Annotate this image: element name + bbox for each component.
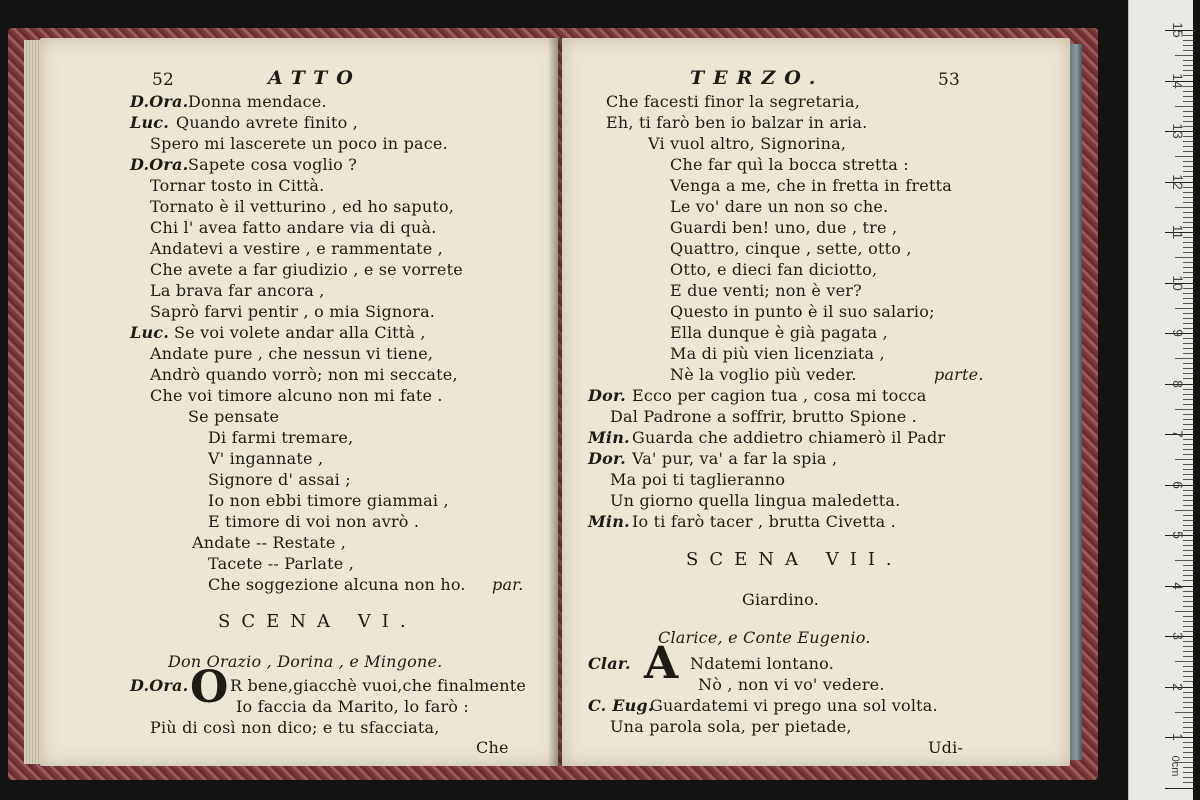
- ruler-tick: [1183, 202, 1193, 203]
- scene-setting: Giardino.: [742, 590, 819, 609]
- catchword: Udi-: [928, 738, 964, 757]
- verse-line: Andrò quando vorrò; non mi seccate,: [150, 365, 458, 384]
- scene-characters: Clarice, e Conte Eugenio.: [658, 628, 871, 647]
- verse-line: Tornato è il vetturino , ed ho saputo,: [150, 197, 455, 216]
- verse-line: Più di così non dico; e tu sfacciata,: [150, 718, 440, 737]
- ruler-tick: [1183, 161, 1193, 162]
- verse-line: Va' pur, va' a far la spia ,: [632, 449, 838, 468]
- verse-line: Che soggezione alcuna non ho.: [208, 575, 466, 594]
- verse-line: E timore di voi non avrò .: [208, 512, 420, 531]
- ruler-number: 3: [1170, 632, 1186, 640]
- verse-line: Guarda che addietro chiamerò il Padr: [632, 428, 946, 447]
- scene-characters: Don Orazio , Dorina , e Mingone.: [168, 652, 443, 671]
- ruler-tick: [1175, 156, 1193, 157]
- verse-line: Io non ebbi timore giammai ,: [208, 491, 449, 510]
- ruler-tick: [1183, 777, 1193, 778]
- speaker-label: D.Ora.: [130, 92, 189, 111]
- ruler-tick: [1175, 459, 1193, 460]
- ruler-number: 1: [1170, 733, 1186, 741]
- ruler-tick: [1175, 308, 1193, 309]
- ruler-number: 13: [1170, 123, 1186, 139]
- verse-line: Guardatemi vi prego una sol volta.: [650, 696, 938, 715]
- ruler-tick: [1183, 111, 1193, 112]
- ruler-tick: [1183, 782, 1193, 783]
- ruler-tick: [1183, 404, 1193, 405]
- speaker-label: D.Ora.: [130, 155, 189, 174]
- running-head: TERZO.: [690, 67, 825, 89]
- ruler-tick: [1175, 560, 1193, 561]
- ruler-tick: [1183, 752, 1193, 753]
- verse-line: Andatevi a vestire , e rammentate ,: [150, 239, 443, 258]
- verse-line: Dal Padrone a soffrir, brutto Spione .: [610, 407, 917, 426]
- ruler-tick: [1183, 247, 1193, 248]
- verse-line: Spero mi lascerete un poco in pace.: [150, 134, 448, 153]
- ruler-tick: [1183, 656, 1193, 657]
- verse-line: E due venti; non è ver?: [670, 281, 862, 300]
- ruler-tick: [1183, 772, 1193, 773]
- ruler-tick: [1183, 555, 1193, 556]
- ruler-tick: [1183, 60, 1193, 61]
- verse-line: Che far quì la bocca stretta :: [670, 155, 909, 174]
- ruler-tick: [1183, 252, 1193, 253]
- ruler-number: 8: [1170, 379, 1186, 388]
- ruler-tick: [1175, 55, 1193, 56]
- verse-line: V' ingannate ,: [208, 449, 324, 468]
- verse-line: Di farmi tremare,: [208, 428, 354, 447]
- ruler-number: 2: [1170, 682, 1186, 691]
- verse-line: Tacete -- Parlate ,: [208, 554, 355, 573]
- ruler-number: 5: [1170, 531, 1186, 539]
- verse-line: Ecco per cagion tua , cosa mi tocca: [632, 386, 927, 405]
- speaker-label: Luc.: [130, 113, 169, 132]
- ruler-tick: [1175, 409, 1193, 410]
- speaker-label: Clar.: [588, 654, 631, 673]
- ruler-number: 9: [1170, 329, 1186, 337]
- page-number: 52: [152, 70, 175, 90]
- ruler-tick: [1183, 348, 1193, 349]
- verse-line: Ella dunque è già pagata ,: [670, 323, 888, 342]
- ruler-unit-label: 0cm: [1169, 755, 1181, 777]
- verse-line: Le vo' dare un non so che.: [670, 197, 889, 216]
- ruler-number: 14: [1170, 72, 1186, 89]
- ruler-tick: [1165, 788, 1193, 789]
- ruler-tick: [1183, 146, 1193, 147]
- verse-line: Quando avrete finito ,: [176, 113, 359, 132]
- ruler-tick: [1183, 454, 1193, 455]
- stage-direction: parte.: [934, 365, 984, 384]
- speaker-label: Min.: [588, 512, 630, 531]
- drop-cap: O: [190, 662, 229, 713]
- verse-line: Tornar tosto in Città.: [150, 176, 325, 195]
- verse-line: Una parola sola, per pietade,: [610, 717, 852, 736]
- ruler-tick: [1183, 45, 1193, 46]
- verse-line: Io faccia da Marito, lo farò :: [236, 697, 470, 716]
- verse-line: Ma poi ti taglieranno: [610, 470, 786, 489]
- ruler-tick: [1183, 151, 1193, 152]
- right-page: [562, 38, 1070, 766]
- speaker-label: Min.: [588, 428, 630, 447]
- ruler-tick: [1175, 106, 1193, 107]
- verse-line: Guardi ben! uno, due , tre ,: [670, 218, 898, 237]
- ruler-tick: [1183, 464, 1193, 465]
- verse-line: Ma di più vien licenziata ,: [670, 344, 885, 363]
- ruler-tick: [1183, 515, 1193, 516]
- verse-line: Ndatemi lontano.: [690, 654, 835, 673]
- verse-line: Saprò farvi pentir , o mia Signora.: [150, 302, 436, 321]
- verse-line: Io ti farò tacer , brutta Civetta .: [632, 512, 896, 531]
- verse-line: Donna mendace.: [188, 92, 327, 111]
- speaker-label: Dor.: [588, 449, 626, 468]
- ruler-number: 10: [1170, 274, 1186, 291]
- page-number: 53: [938, 70, 961, 90]
- verse-line: R bene,giacchè vuoi,che finalmente: [230, 676, 527, 695]
- ruler-tick: [1183, 449, 1193, 450]
- ruler-tick: [1183, 313, 1193, 314]
- ruler-tick: [1183, 303, 1193, 304]
- ruler-tick: [1183, 767, 1193, 768]
- ruler-tick: [1183, 666, 1193, 667]
- ruler-tick: [1183, 707, 1193, 708]
- speaker-label: Dor.: [588, 386, 626, 405]
- ruler-tick: [1183, 717, 1193, 718]
- ruler-tick: [1183, 550, 1193, 551]
- verse-line: Vi vuol altro, Signorina,: [648, 134, 847, 153]
- drop-cap: A: [644, 638, 679, 689]
- ruler-tick: [1183, 651, 1193, 652]
- ruler-tick: [1183, 616, 1193, 617]
- verse-line: Chi l' avea fatto andare via di quà.: [150, 218, 437, 237]
- ruler-tick: [1183, 50, 1193, 51]
- ruler-tick: [1175, 207, 1193, 208]
- ruler-tick: [1183, 363, 1193, 364]
- ruler-number: 4: [1170, 581, 1186, 590]
- verse-line: Se pensate: [188, 407, 280, 426]
- ruler-tick: [1175, 257, 1193, 258]
- speaker-label: Luc.: [130, 323, 169, 342]
- ruler-tick: [1183, 212, 1193, 213]
- verse-line: Eh, ti farò ben io balzar in aria.: [606, 113, 868, 132]
- speaker-label: C. Eug.: [588, 696, 654, 715]
- verse-line: Che avete a far giudizio , e se vorrete: [150, 260, 463, 279]
- ruler-tick: [1183, 414, 1193, 415]
- verse-line: Otto, e dieci fan diciotto,: [670, 260, 878, 279]
- ruler-tick: [1175, 510, 1193, 511]
- ruler-number: 15: [1170, 22, 1186, 38]
- verse-line: Se voi volete andar alla Città ,: [174, 323, 426, 342]
- verse-line: Signore d' assai ;: [208, 470, 351, 489]
- ruler-tick: [1183, 505, 1193, 506]
- verse-line: Sapete cosa voglio ?: [188, 155, 358, 174]
- ruler-tick: [1183, 262, 1193, 263]
- ruler-tick: [1183, 565, 1193, 566]
- ruler-tick: [1183, 101, 1193, 102]
- verse-line: Questo in punto è il suo salario;: [670, 302, 935, 321]
- verse-line: Andate -- Restate ,: [192, 533, 347, 552]
- verse-line: Che voi timore alcuno non mi fate .: [150, 386, 443, 405]
- page-edges-right: [1068, 44, 1082, 760]
- verse-line: Un giorno quella lingua maledetta.: [610, 491, 901, 510]
- running-head: ATTO: [268, 67, 362, 89]
- ruler-number: 12: [1170, 173, 1186, 190]
- verse-line: La brava far ancora ,: [150, 281, 325, 300]
- ruler-tick: [1183, 353, 1193, 354]
- scene-heading: SCENA VII.: [686, 549, 903, 570]
- catchword: Che: [476, 738, 509, 757]
- verse-line: Venga a me, che in fretta in fretta: [670, 176, 952, 195]
- stage-direction: par.: [492, 575, 524, 594]
- verse-line: Che facesti finor la segretaria,: [606, 92, 861, 111]
- ruler-tick: [1175, 611, 1193, 612]
- ruler-number: 7: [1170, 430, 1186, 438]
- measuring-ruler: [1128, 0, 1193, 800]
- verse-line: Andate pure , che nessun vi tiene,: [150, 344, 434, 363]
- verse-line: Nò , non vi vo' vedere.: [698, 675, 885, 694]
- verse-line: Quattro, cinque , sette, otto ,: [670, 239, 912, 258]
- speaker-label: D.Ora.: [130, 676, 189, 695]
- ruler-tick: [1183, 757, 1193, 758]
- ruler-tick: [1183, 606, 1193, 607]
- ruler-tick: [1175, 358, 1193, 359]
- ruler-tick: [1175, 712, 1193, 713]
- left-page: [40, 38, 558, 766]
- verse-line: Nè la voglio più veder.: [670, 365, 857, 384]
- ruler-number: 6: [1170, 480, 1186, 489]
- ruler-tick: [1175, 661, 1193, 662]
- ruler-number: 11: [1170, 224, 1186, 240]
- scene-heading: SCENA VI.: [218, 611, 417, 632]
